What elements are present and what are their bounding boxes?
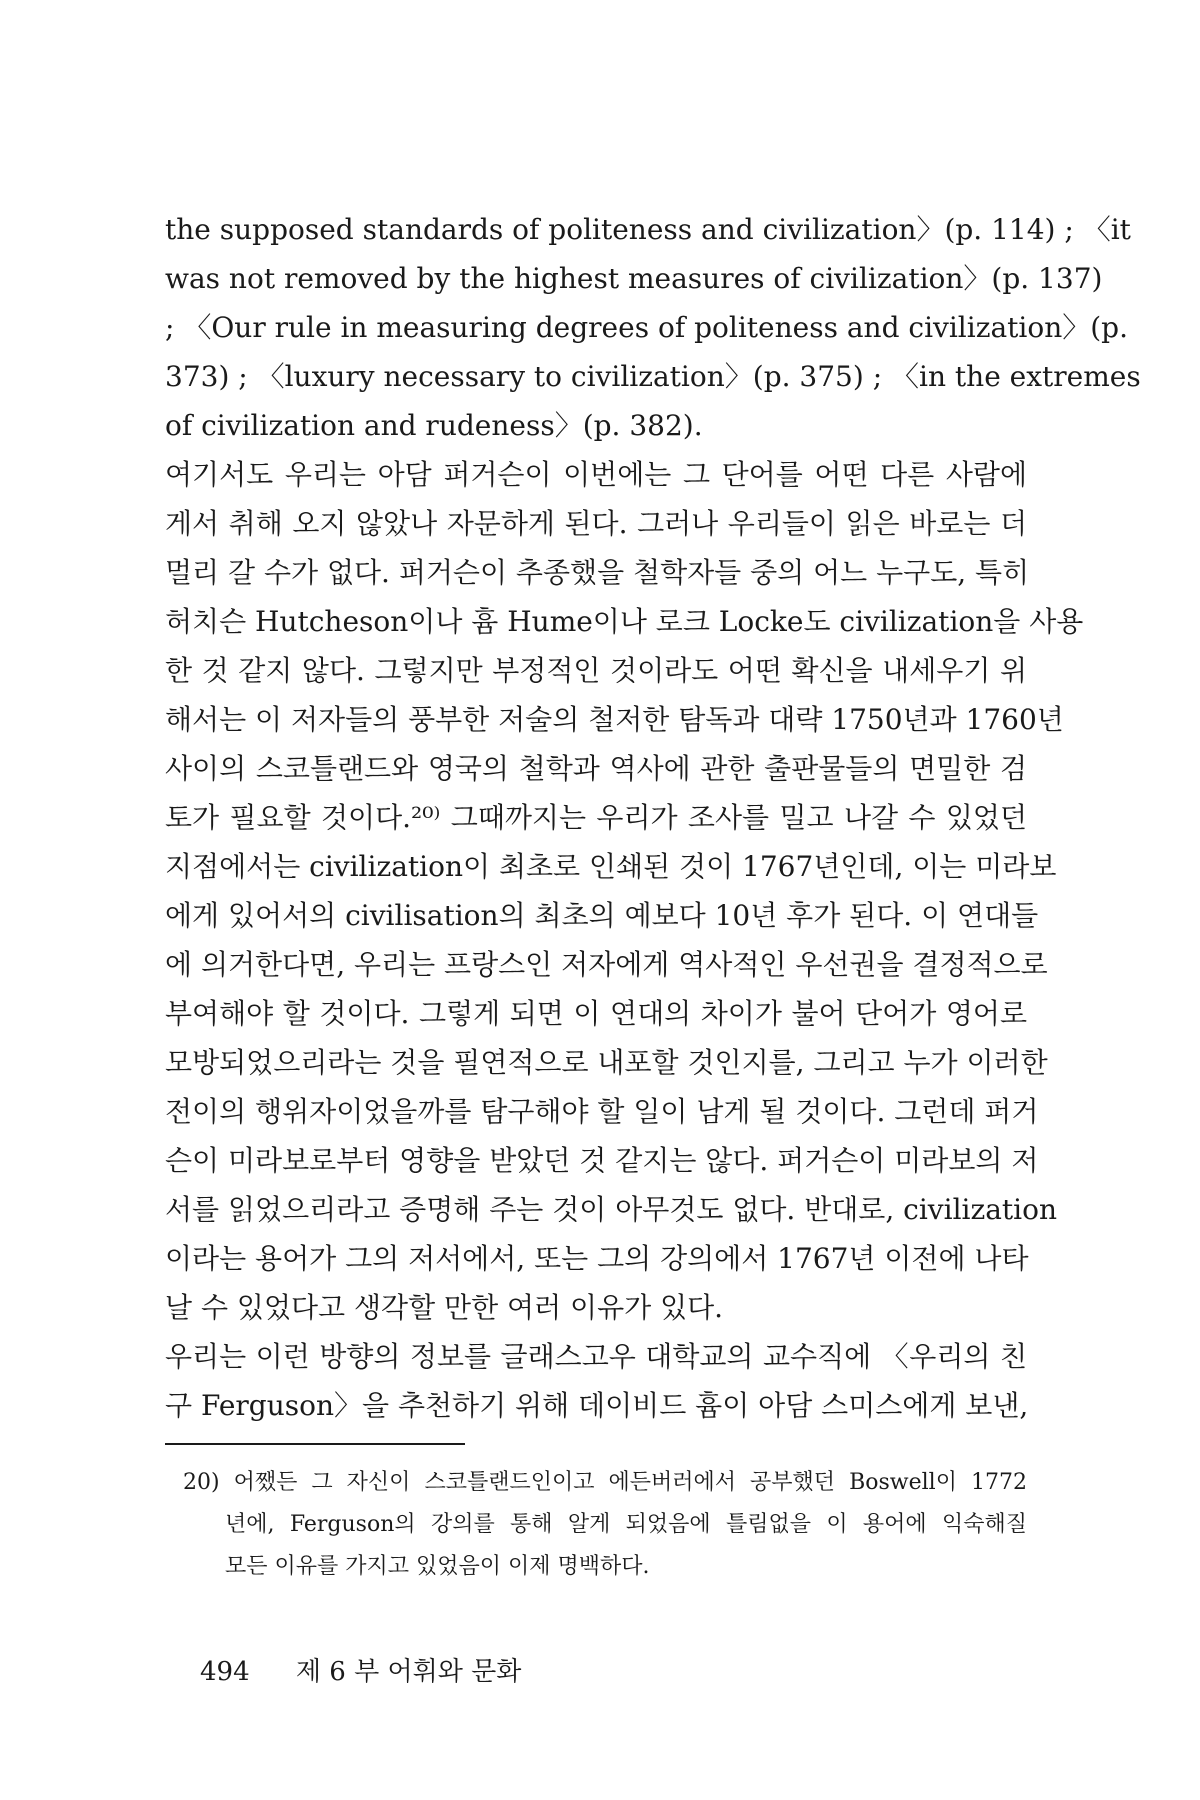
- text-line: 슨이 미라보로부터 영향을 받았던 것 같지는 않다. 퍼거슨이 미라보의 저: [165, 1144, 1039, 1177]
- text-line: the supposed standards of politeness and civilization〉(p. 114) ; 〈it: [165, 213, 1131, 246]
- body-text: [165, 205, 1141, 1430]
- text-line: 사이의 스코틀랜드와 영국의 철학과 역사에 관한 출판물들의 면밀한 검: [165, 752, 1027, 785]
- main-text: [165, 205, 1141, 1430]
- footnote-20: [183, 1462, 1027, 1588]
- text-line: 에 의거한다면, 우리는 프랑스인 저자에게 역사적인 우선권을 결정적으로: [165, 948, 1048, 981]
- footnote-line: 20) 어쨌든 그 자신이 스코틀랜드인이고 에든버러에서 공부했던 Boswell이 1772: [183, 1470, 1027, 1495]
- text-line: 날 수 있었다고 생각할 만한 여러 이유가 있다.: [165, 1291, 724, 1324]
- running-section-title: 제 6 부 어휘와 문화: [295, 1657, 522, 1687]
- text-line: 구 Ferguson〉을 추천하기 위해 데이비드 흄이 아담 스미스에게 보낸,: [165, 1389, 1029, 1422]
- text-line: 토가 필요할 것이다.²⁰⁾ 그때까지는 우리가 조사를 밀고 나갈 수 있었던: [165, 801, 1027, 834]
- page-number: 494: [200, 1657, 250, 1687]
- text-line: 모방되었으리라는 것을 필연적으로 내포할 것인지를, 그리고 누가 이러한: [165, 1046, 1048, 1079]
- text-line: 에게 있어서의 civilisation의 최초의 예보다 10년 후가 된다. 이 연대들: [165, 899, 1039, 932]
- text-line: 우리는 이런 방향의 정보를 글래스고우 대학교의 교수직에 〈우리의 친: [165, 1340, 1027, 1373]
- text-line: 373) ; 〈luxury necessary to civilization〉(p. 375) ; 〈in the extremes: [165, 360, 1141, 393]
- text-line: 부여해야 할 것이다. 그렇게 되면 이 연대의 차이가 불어 단어가 영어로: [165, 997, 1027, 1030]
- footnote-line: 년에, Ferguson의 강의를 통해 알게 되었음에 틀림없을 이 용어에 익숙해질: [225, 1512, 1027, 1537]
- text-line: 지점에서는 civilization이 최초로 인쇄된 것이 1767년인데, 이는 미라보: [165, 850, 1057, 883]
- text-line: 전이의 행위자이었을까를 탐구해야 할 일이 남게 될 것이다. 그런데 퍼거: [165, 1095, 1039, 1128]
- text-line: 멀리 갈 수가 없다. 퍼거슨이 추종했을 철학자들 중의 어느 누구도, 특히: [165, 556, 1030, 589]
- text-line: 이라는 용어가 그의 저서에서, 또는 그의 강의에서 1767년 이전에 나타: [165, 1242, 1029, 1275]
- page-footer: [200, 1652, 521, 1692]
- footnote-line: 모든 이유를 가지고 있었음이 이제 명백하다.: [225, 1554, 650, 1579]
- text-line: 게서 취해 오지 않았나 자문하게 된다. 그러나 우리들이 읽은 바로는 더: [165, 507, 1027, 540]
- text-line: 해서는 이 저자들의 풍부한 저술의 철저한 탐독과 대략 1750년과 1760년: [165, 703, 1064, 736]
- text-line: 서를 읽었으리라고 증명해 주는 것이 아무것도 없다. 반대로, civilization: [165, 1193, 1058, 1226]
- text-line: 여기서도 우리는 아담 퍼거슨이 이번에는 그 단어를 어떤 다른 사람에: [165, 458, 1027, 491]
- text-line: was not removed by the highest measures of civilization〉(p. 137): [165, 262, 1103, 295]
- footnote-divider: [165, 1443, 465, 1445]
- text-line: 허치슨 Hutcheson이나 흄 Hume이나 로크 Locke도 civilization을 사용: [165, 605, 1084, 638]
- text-line: ; 〈Our rule in measuring degrees of politeness and civilization〉(p.: [165, 311, 1129, 344]
- text-line: of civilization and rudeness〉(p. 382).: [165, 409, 703, 442]
- text-line: 한 것 같지 않다. 그렇지만 부정적인 것이라도 어떤 확신을 내세우기 위: [165, 654, 1027, 687]
